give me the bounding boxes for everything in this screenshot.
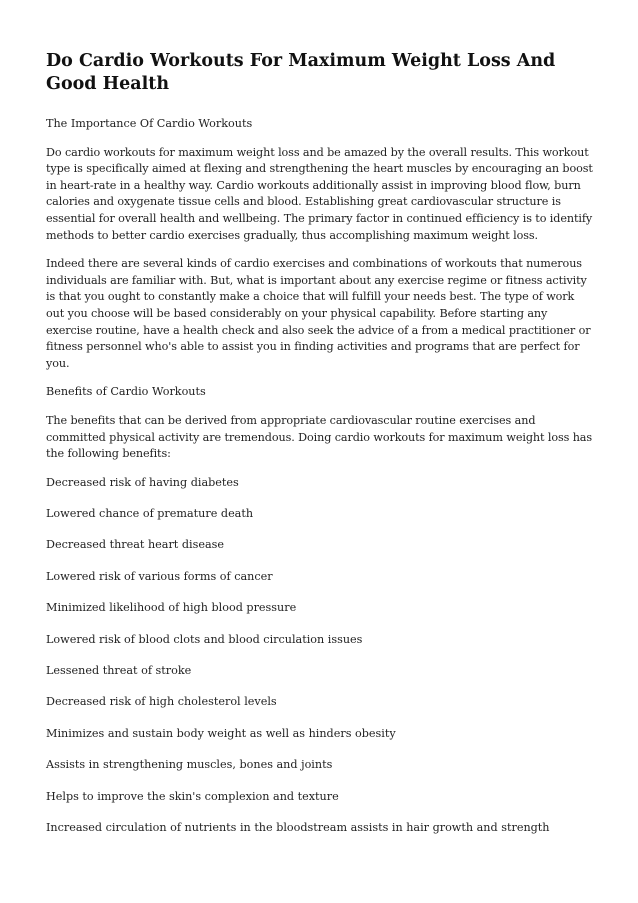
list-item: Decreased risk of high cholesterol levels	[46, 695, 277, 709]
list-item: Decreased threat heart disease	[46, 538, 224, 552]
list-item: Minimized likelihood of high blood pressure	[46, 601, 297, 615]
list-item: Minimizes and sustain body weight as well as hinders obesity	[46, 726, 396, 740]
paragraph-intro: Do cardio workouts for maximum weight loss and be amazed by the overall results. This workout type is specifically aimed at flexing and strengthening the heart muscles by encouraging an boost in heart-rate in a healthy way. Cardio workouts additionally assist in improving blood flow, burn calories and oxygenate tissue cells and blood. Establishing great cardiovascular structure is essential for overall health and wellbeing. The primary factor in continued efficiency is to identify methods to better cardio exercises gradually, thus accomplishing maximum weight loss.	[46, 145, 593, 242]
document-page	[46, 50, 594, 851]
list-item: Lowered chance of premature death	[46, 507, 254, 521]
benefits-list	[46, 475, 594, 837]
list-item: Assists in strengthening muscles, bones and joints	[46, 758, 333, 772]
paragraph-exercise-types: Indeed there are several kinds of cardio exercises and combinations of workouts that numerous individuals are familiar with. But, what is important about any exercise regime or fitness activity is that you ought to constantly make a choice that will fulfill your needs best. The type of work out you choose will be based considerably on your physical capability. Before starting any exercise routine, have a health check and also seek the advice of a from a medical practitioner or fitness personnel who's able to assist you in finding activities and programs that are perfect for you.	[46, 257, 591, 370]
list-item: Decreased risk of having diabetes	[46, 475, 239, 489]
list-item: Lowered risk of blood clots and blood circulation issues	[46, 632, 363, 646]
list-item: Lowered risk of various forms of cancer	[46, 569, 273, 583]
benefits-heading: Benefits of Cardio Workouts	[46, 385, 206, 399]
list-item: Lessened threat of stroke	[46, 664, 192, 678]
list-item: Helps to improve the skin's complexion and texture	[46, 789, 339, 803]
benefits-intro: The benefits that can be derived from appropriate cardiovascular routine exercises and committed physical activity are tremendous. Doing cardio workouts for maximum weight loss has the following benefits:	[46, 413, 593, 461]
document-title: Do Cardio Workouts For Maximum Weight Loss And Good Health	[46, 51, 556, 94]
document-subtitle: The Importance Of Cardio Workouts	[46, 117, 253, 130]
list-item: Increased circulation of nutrients in the bloodstream assists in hair growth and strength	[46, 820, 550, 834]
